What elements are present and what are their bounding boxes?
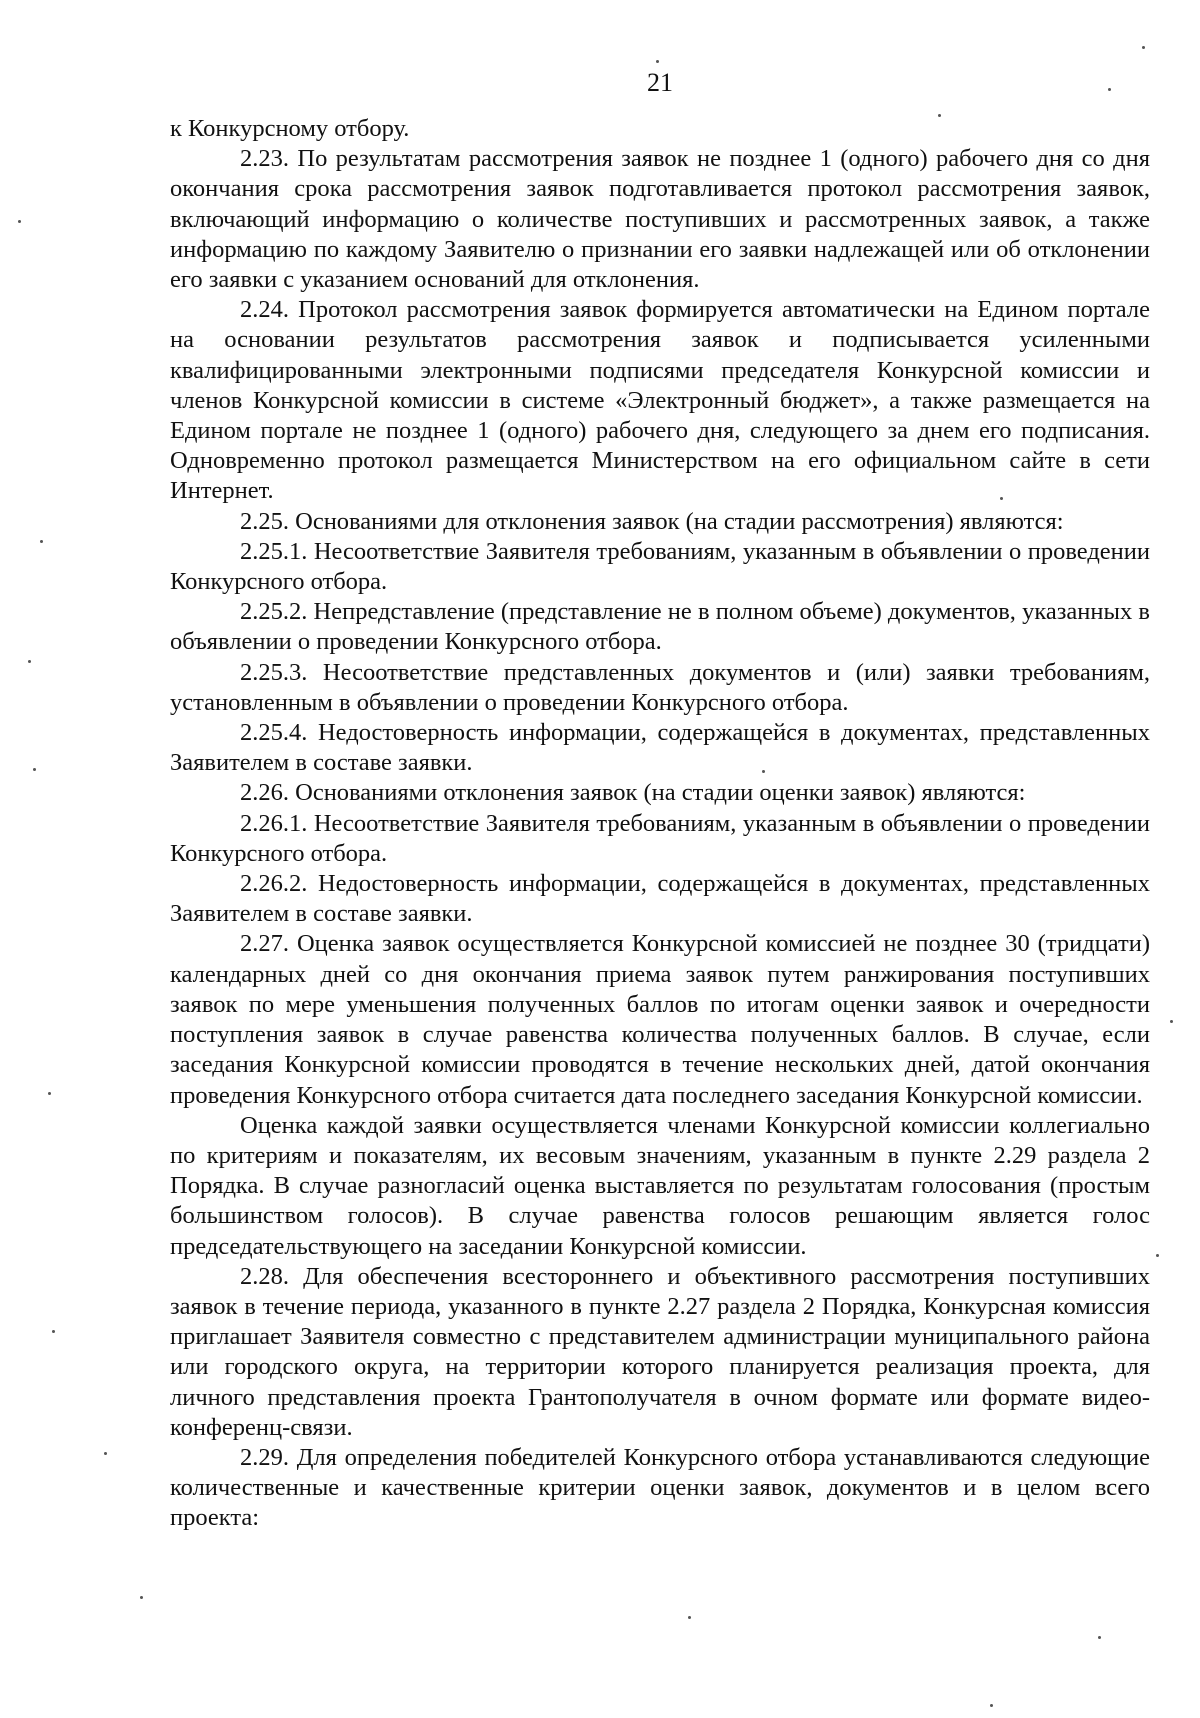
- paragraph-2-24: 2.24. Протокол рассмотрения заявок формируется автоматически на Едином портале на основании результатов рассмотрения заявок и подписывается усиленными квалифицированными электронными подписями председателя Конкурсной комиссии и членов Конкурсной комиссии в системе «Электронный бюджет», а также размещается на Едином портале не позднее 1 (одного) рабочего дня, следующего за днем его подписания. Одновременно протокол размещается Министерством на его официальном сайте в сети Интернет.: [170, 296, 1150, 505]
- scan-speck: [1098, 1636, 1101, 1639]
- scan-speck: [1170, 1020, 1173, 1023]
- paragraph-2-27: 2.27. Оценка заявок осуществляется Конкурсной комиссией не позднее 30 (тридцати) календарных дней со дня окончания приема заявок путем ранжирования поступивших заявок по мере уменьшения полученных баллов по итогам оценки заявок и очередности поступления заявок в случае равенства количества полученных баллов. В случае, если заседания Конкурсной комиссии проводятся в течение нескольких дней, датой окончания проведения Конкурсного отбора считается дата последнего заседания Конкурсной комиссии.: [170, 930, 1150, 1109]
- paragraph-2-25-4: 2.25.4. Недостоверность информации, содержащейся в документах, представленных Заявителем в составе заявки.: [170, 719, 1150, 777]
- paragraph-2-26: 2.26. Основаниями отклонения заявок (на стадии оценки заявок) являются:: [240, 779, 1026, 807]
- paragraph-2-25-2: 2.25.2. Непредставление (представление не в полном объеме) документов, указанных в объявлении о проведении Конкурсного отбора.: [170, 598, 1150, 656]
- scan-speck: [1142, 46, 1145, 49]
- scan-speck: [688, 1616, 691, 1619]
- paragraph-2-25: 2.25. Основаниями для отклонения заявок (на стадии рассмотрения) являются:: [240, 507, 1064, 535]
- paragraph-2-25-1: 2.25.1. Несоответствие Заявителя требованиям, указанным в объявлении о проведении Конкурсного отбора.: [170, 537, 1150, 596]
- scan-speck: [104, 1452, 107, 1455]
- scan-speck: [1000, 497, 1003, 500]
- scan-speck: [48, 1092, 51, 1095]
- scan-speck: [938, 114, 941, 117]
- paragraph-2-26-1: 2.26.1. Несоответствие Заявителя требованиям, указанным в объявлении о проведении Конкурсного отбора.: [170, 809, 1150, 867]
- paragraph-2-23: 2.23. По результатам рассмотрения заявок не позднее 1 (одного) рабочего дня со дня окончания срока рассмотрения заявок подготавливается протокол рассмотрения заявок, включающий информацию о количестве поступивших и рассмотренных заявок, а также информацию по каждому Заявителю о признании его заявки надлежащей или об отклонении его заявки с указанием оснований для отклонения.: [170, 145, 1150, 294]
- scan-speck: [40, 540, 43, 543]
- scan-speck: [33, 768, 36, 771]
- scan-speck: [18, 220, 21, 223]
- scan-speck: [762, 770, 765, 773]
- paragraph-2-25-3: 2.25.3. Несоответствие представленных документов и (или) заявки требованиям, установленным в объявлении о проведении Конкурсного отбора.: [170, 658, 1150, 716]
- scan-speck: [990, 1704, 993, 1707]
- scan-speck: [656, 60, 659, 63]
- scan-speck: [1156, 1254, 1159, 1257]
- scan-speck: [1108, 88, 1111, 91]
- paragraph-2-27-evaluation: Оценка каждой заявки осуществляется членами Конкурсной комиссии коллегиально по критериям и показателям, их весовым значениям, указанным в пункте 2.29 раздела 2 Порядка. В случае разногласий оценка выставляется по результатам голосования (простым большинством голосов). В случае равенства голосов решающим является голос председательствующего на заседании Конкурсной комиссии.: [170, 1111, 1150, 1260]
- paragraph-continuation: к Конкурсному отбору.: [170, 115, 410, 142]
- scan-speck: [28, 660, 31, 663]
- paragraph-2-28: 2.28. Для обеспечения всестороннего и объективного рассмотрения поступивших заявок в течение периода, указанного в пункте 2.27 раздела 2 Порядка, Конкурсная комиссия приглашает Заявителя совместно с представителем администрации муниципального района или городского округа, на территории которого планируется реализация проекта, для личного представления проекта Грантополучателя в очном формате или формате видео-конференц-связи.: [170, 1262, 1150, 1441]
- paragraph-2-26-2: 2.26.2. Недостоверность информации, содержащейся в документах, представленных Заявителем в составе заявки.: [170, 870, 1150, 928]
- paragraph-2-29: 2.29. Для определения победителей Конкурсного отбора устанавливаются следующие количественные и качественные критерии оценки заявок, документов и в целом всего проекта:: [170, 1443, 1150, 1532]
- scan-speck: [52, 1330, 55, 1333]
- scan-speck: [140, 1596, 143, 1599]
- document-body: [170, 114, 1150, 1534]
- page-number: 21: [647, 68, 673, 97]
